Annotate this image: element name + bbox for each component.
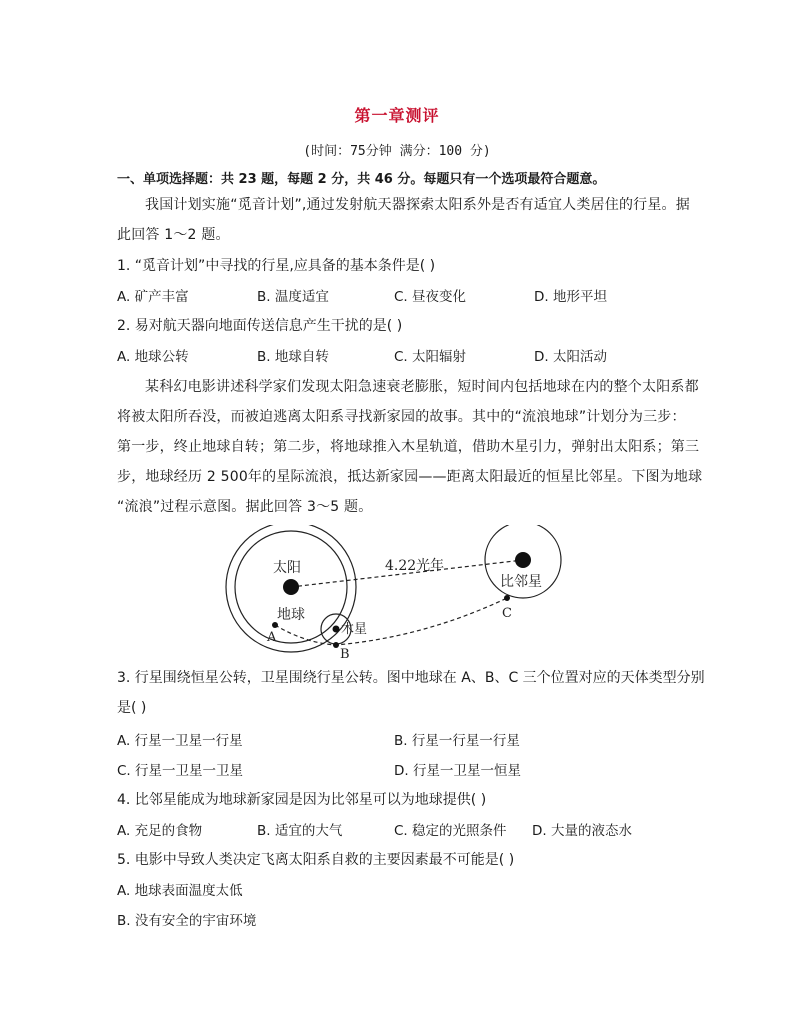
q2-option-a[interactable]: A. 地球公转 — [117, 349, 189, 365]
intro2-line5: “流浪”过程示意图。据此回答 3～5 题。 — [117, 499, 373, 515]
intro2-line3: 第一步，终止地球自转；第二步，将地球推入木星轨道，借助木星引力，弹射出太阳系；第三 — [117, 439, 700, 455]
distance-label: 4.22光年 — [385, 558, 445, 574]
point-c-label: C — [502, 606, 512, 621]
q1-option-d[interactable]: D. 地形平坦 — [534, 289, 607, 305]
earth-label: 地球 — [277, 607, 305, 623]
q2-option-d[interactable]: D. 太阳活动 — [534, 349, 607, 365]
q3-option-d[interactable]: D. 行星一卫星一恒星 — [394, 763, 521, 779]
q1-option-a[interactable]: A. 矿产丰富 — [117, 289, 189, 305]
intro2-line1: 某科幻电影讲述科学家们发现太阳急速衰老膨胀，短时间内包括地球在内的整个太阳系都 — [145, 379, 699, 395]
intro2-line2: 将被太阳所吞没，而被迫逃离太阳系寻找新家园的故事。其中的“流浪地球”计划分为三步： — [117, 409, 686, 425]
question-4-stem: 4. 比邻星能成为地球新家园是因为比邻星可以为地球提供( ) — [117, 792, 487, 808]
q2-option-c[interactable]: C. 太阳辐射 — [394, 349, 467, 365]
q1-option-b[interactable]: B. 温度适宜 — [257, 289, 329, 305]
question-3-stem-line2: 是( ) — [117, 700, 147, 716]
question-1-stem: 1. “觅音计划”中寻找的行星,应具备的基本条件是( ) — [117, 258, 436, 274]
section-heading: 一、单项选择题：共 23 题，每题 2 分，共 46 分。每题只有一个选项最符合题意。 — [117, 172, 606, 187]
proxima-dot — [515, 552, 531, 568]
intro1-line1: 我国计划实施“觅音计划”,通过发射航天器探索太阳系外是否有适宜人类居住的行星。据 — [145, 197, 690, 213]
earth-point-c-dot — [504, 595, 510, 601]
wandering-earth-diagram — [210, 525, 570, 665]
jupiter-label: 木星 — [341, 622, 368, 637]
question-5-stem: 5. 电影中导致人类决定飞离太阳系自救的主要因素最不可能是( ) — [117, 852, 515, 868]
q3-option-c[interactable]: C. 行星一卫星一卫星 — [117, 763, 244, 779]
point-a-label: A — [267, 630, 277, 645]
intro2-line4: 步，地球经历 2 500年的星际流浪，抵达新家园——距离太阳最近的恒星比邻星。下图为地球 — [117, 469, 703, 485]
q4-option-b[interactable]: B. 适宜的大气 — [257, 823, 343, 839]
sun-dot — [283, 579, 299, 595]
wandering-path-dashed — [275, 598, 507, 645]
q3-option-a[interactable]: A. 行星一卫星一行星 — [117, 733, 243, 749]
q5-option-b[interactable]: B. 没有安全的宇宙环境 — [117, 913, 257, 929]
q2-option-b[interactable]: B. 地球自转 — [257, 349, 329, 365]
exam-info: (时间：75分钟 满分：100 分) — [303, 144, 491, 159]
proxima-label: 比邻星 — [500, 574, 542, 590]
intro1-line2: 此回答 1～2 题。 — [117, 227, 230, 243]
q4-option-a[interactable]: A. 充足的食物 — [117, 823, 203, 839]
earth-point-b-dot — [333, 642, 339, 648]
q3-option-b[interactable]: B. 行星一行星一行星 — [394, 733, 520, 749]
jupiter-dot — [333, 626, 340, 633]
question-3-stem-line1: 3. 行星围绕恒星公转，卫星围绕行星公转。图中地球在 A、B、C 三个位置对应的天体类型分别 — [117, 670, 705, 686]
q4-option-d[interactable]: D. 大量的液态水 — [532, 823, 632, 839]
page-title: 第一章测评 — [354, 106, 440, 125]
sun-label: 太阳 — [273, 560, 301, 576]
question-2-stem: 2. 易对航天器向地面传送信息产生干扰的是( ) — [117, 318, 403, 334]
q4-option-c[interactable]: C. 稳定的光照条件 — [394, 823, 507, 839]
point-b-label: B — [340, 647, 350, 662]
q5-option-a[interactable]: A. 地球表面温度太低 — [117, 883, 243, 899]
q1-option-c[interactable]: C. 昼夜变化 — [394, 289, 467, 305]
